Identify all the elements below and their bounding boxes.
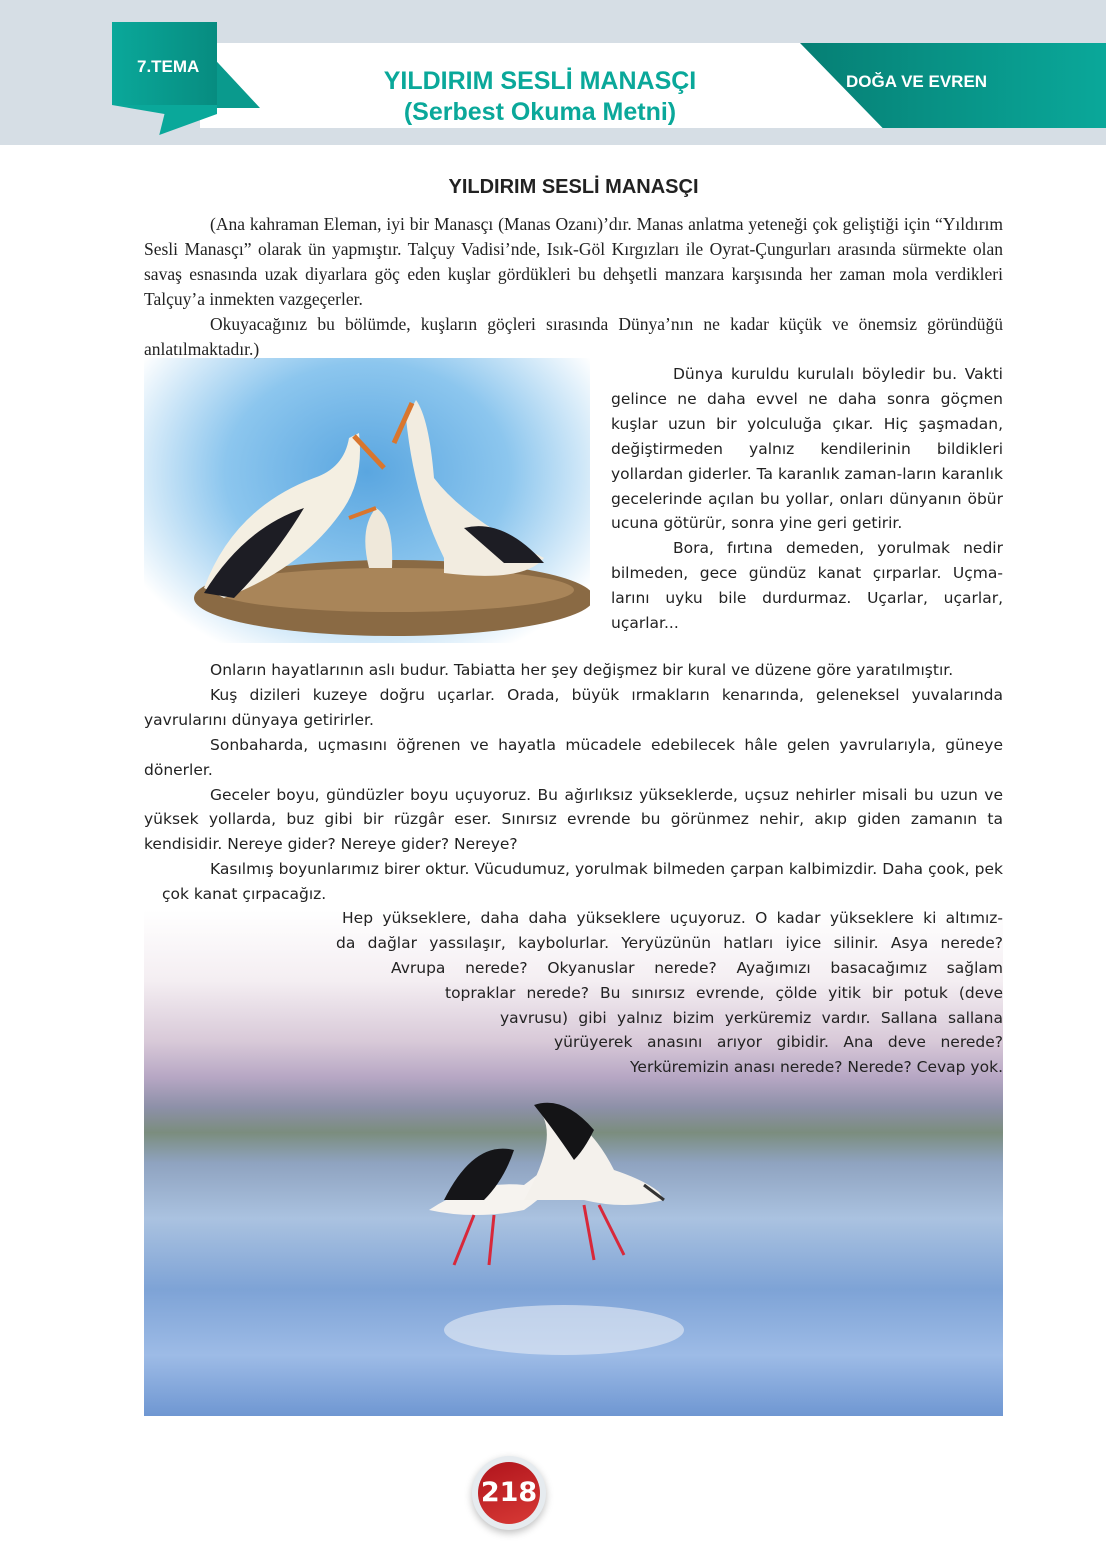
text-line: topraklar nerede? Bu sınırsız evrende, çölde yitik bir potuk (deve <box>445 983 1003 1002</box>
intro-paragraph: (Ana kahraman Eleman, iyi bir Manasçı (Manas Ozanı)’dır. Manas anlatma yeteneği çok geliştiği için “Yıldırım Sesli Manasçı” olarak ün yapmıştır. Talçuy Vadisi’nde, Isık-Göl Kırgızları ile Oyrat-Çungurları arasında sürmekte olan savaş esnasında uzak diyarlara göç eden kuşlar gördükleri bu dehşetli manzara karşısında her zaman mola verdikleri Talçuy’a inmekten vazgeçerler. <box>144 214 1003 309</box>
intro-text <box>144 212 1003 362</box>
text-line: Hep yükseklere, daha daha yükseklere uçuyoruz. O kadar yükseklere ki altımız- <box>342 909 1003 927</box>
header-title: YILDIRIM SESLİ MANASÇI <box>383 67 697 95</box>
body-paragraph: Onların hayatlarının aslı budur. Tabiatta her şey değişmez bir kural ve düzene göre yaratılmıştır. <box>210 661 954 679</box>
column-text <box>611 362 1003 636</box>
header-subtitle: (Serbest Okuma Metni) <box>403 98 677 126</box>
text-line: yürüyerek anasını arıyor gibidir. Ana deve nerede? <box>554 1033 1003 1052</box>
text-line: Avrupa nerede? Okyanuslar nerede? Ayağımızı basacağımız sağlam <box>391 958 1003 977</box>
stepped-paragraph <box>144 906 1003 1080</box>
page-number-badge <box>472 1456 546 1530</box>
column-paragraph: Dünya kuruldu kurulalı böyledir bu. Vakti gelince ne daha evvel ne daha sonra göçmen kuşlar uzun bir yolculuğa çıkar. Hiç şaşmadan, değiştirmeden yalnız kendilerinin bildikleri yollardan giderler. Ta karanlık zaman-ların karanlık gecelerinde açılan bu yollar, onları dünyanın öbür ucuna götürür, sonra yine geri getirir. <box>611 365 1003 533</box>
document-title: YILDIRIM SESLİ MANASÇI <box>448 176 699 198</box>
page-number: 218 <box>478 1462 540 1524</box>
body-text <box>144 658 1003 907</box>
body-paragraph: Geceler boyu, gündüzler boyu uçuyoruz. Bu ağırlıksız yükseklerde, uçsuz nehirler misali bu uzun ve yüksek yollarda, buz gibi bir rüzgâr eser. Sınırsız evrende bu görünmez nehir, akıp giden zamanın ta kendisidir. Nereye gider? Nereye gider? Nereye? <box>144 785 1003 854</box>
intro-paragraph: Okuyacağınız bu bölümde, kuşların göçleri sırasında Dünya’nın ne kadar küçük ve önemsiz göründüğü anlatılmaktadır.) <box>144 314 1003 359</box>
column-paragraph: Bora, fırtına demeden, yorulmak nedir bilmeden, gece gündüz kanat çırparlar. Uçma-larını uyku bile durdurmaz. Uçarlar, uçarlar, uçarlar... <box>611 539 1003 633</box>
body-paragraph: Kasılmış boyunlarımız birer oktur. Vücudumuz, yorulmak bilmeden çarpan kalbimizdir. Daha çook, pek çok kanat çırpacağız. <box>162 860 1003 904</box>
text-line: da dağlar yassılaşır, kaybolurlar. Yeryüzünün hatları iyice silinir. Asya nerede? <box>336 933 1003 952</box>
theme-label: 7.TEMA <box>137 57 200 76</box>
body-paragraph: Sonbaharda, uçmasını öğrenen ve hayatla mücadele edebilecek hâle gelen yavrularıyla, güneye dönerler. <box>144 735 1003 779</box>
storks-nest-image <box>144 358 590 643</box>
text-line: Yerküremizin anası nerede? Nerede? Cevap yok. <box>630 1058 1003 1077</box>
body-paragraph: Kuş dizileri kuzeye doğru uçarlar. Orada, büyük ırmakların kenarında, geleneksel yuvalarında yavrularını dünyaya getirirler. <box>144 685 1003 729</box>
unit-label: DOĞA VE EVREN <box>846 72 988 91</box>
stork-illustration <box>144 358 590 643</box>
text-line: yavrusu) gibi yalnız bizim yerküremiz vardır. Sallana sallana <box>500 1008 1003 1027</box>
